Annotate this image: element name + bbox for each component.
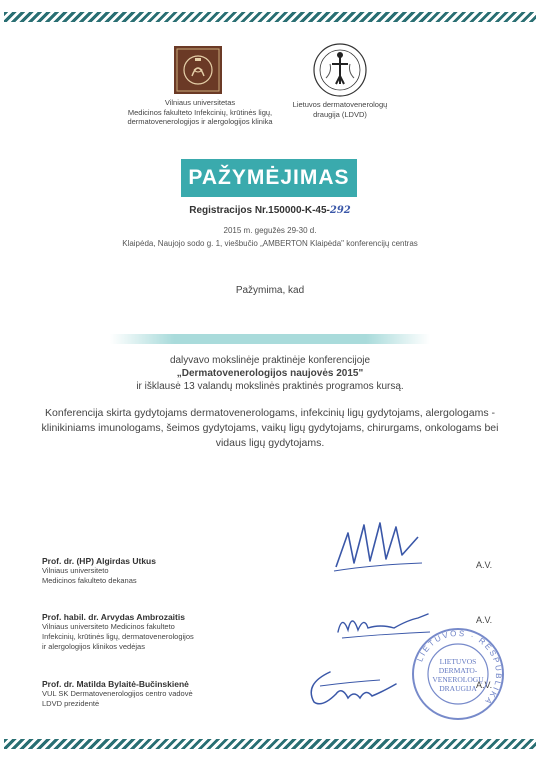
hours-text: ir išklausė 13 valandų mokslinės praktinės programos kursą. — [136, 381, 404, 392]
university-logo — [174, 46, 222, 94]
signatory-position: ir alergologijos klinikos vedėjas — [42, 642, 145, 651]
ldvd-logo — [312, 42, 368, 98]
av-mark-3: A.V. — [476, 680, 493, 690]
signatory-position: Medicinos fakulteto dekanas — [42, 576, 137, 585]
av-mark-1: A.V. — [476, 560, 493, 570]
signatory-position: VUL SK Dermatovenerologijos centro vadovė — [42, 689, 193, 698]
signatory-3 — [42, 679, 302, 709]
bottom-border — [4, 739, 536, 749]
registration-line — [120, 205, 420, 216]
conference-name: „Dermatovenerologijos naujovės 2015" — [176, 368, 364, 379]
signature-1-drawing — [330, 515, 430, 580]
certificate-title: PAŽYMĖJIMAS — [181, 159, 357, 197]
certifies-text: Pažymima, kad — [235, 285, 305, 296]
signature-3-drawing — [300, 664, 410, 719]
av-mark-2: A.V. — [476, 615, 493, 625]
signatory-position: Vilniaus universiteto Medicinos fakulteto — [42, 622, 175, 631]
signatory-name: Prof. habil. dr. Arvydas Ambrozaitis — [42, 612, 185, 622]
signatory-position: LDVD prezidentė — [42, 699, 100, 708]
registration-handwritten: 292 — [329, 205, 351, 216]
signatory-position: Infekcinių, krūtinės ligų, dermatovenerologijos — [42, 632, 194, 641]
registration-number: Registracijos Nr.150000-K-45- — [189, 205, 330, 216]
participation-text: dalyvavo mokslinėje praktinėje konferencijoje — [169, 355, 371, 366]
signatory-1 — [42, 556, 292, 586]
stamp-inner-text: LIETUVOS DERMATO- VENEROLOGŲ DRAUGIJA — [432, 657, 484, 693]
event-date: 2015 m. gegužės 29-30 d. — [223, 226, 317, 235]
university-caption: Vilniaus universitetas Medicinos fakulteto Infekcinių, krūtinės ligų, dermatovenerologijos ir alergologijos klinika — [127, 98, 273, 126]
ldvd-caption: Lietuvos dermatovenerologų draugija (LDVD) — [292, 100, 388, 119]
signatory-name: Prof. dr. Matilda Bylaitė-Bučinskienė — [42, 679, 189, 689]
signatory-position: Vilniaus universiteto — [42, 566, 109, 575]
signatory-2 — [42, 612, 302, 652]
signatory-name: Prof. dr. (HP) Algirdas Utkus — [42, 556, 156, 566]
top-border — [4, 12, 536, 22]
audience-text: Konferencija skirta gydytojams dermatovenerologams, infekcinių ligų gydytojams, alergologams - klinikiniams imunologams, šeimos gydytojams, vaikų ligų gydytojams, chirurgams, onkologams bei vidaus ligų gydytojams. — [41, 407, 499, 449]
stamp-outer-text: LIETUVOS · RESPUBLIKA — [415, 628, 504, 708]
name-band — [110, 334, 430, 344]
event-venue: Klaipėda, Naujojo sodo g. 1, viešbučio „AMBERTON Klaipėda" konferencijų centras — [122, 239, 418, 248]
